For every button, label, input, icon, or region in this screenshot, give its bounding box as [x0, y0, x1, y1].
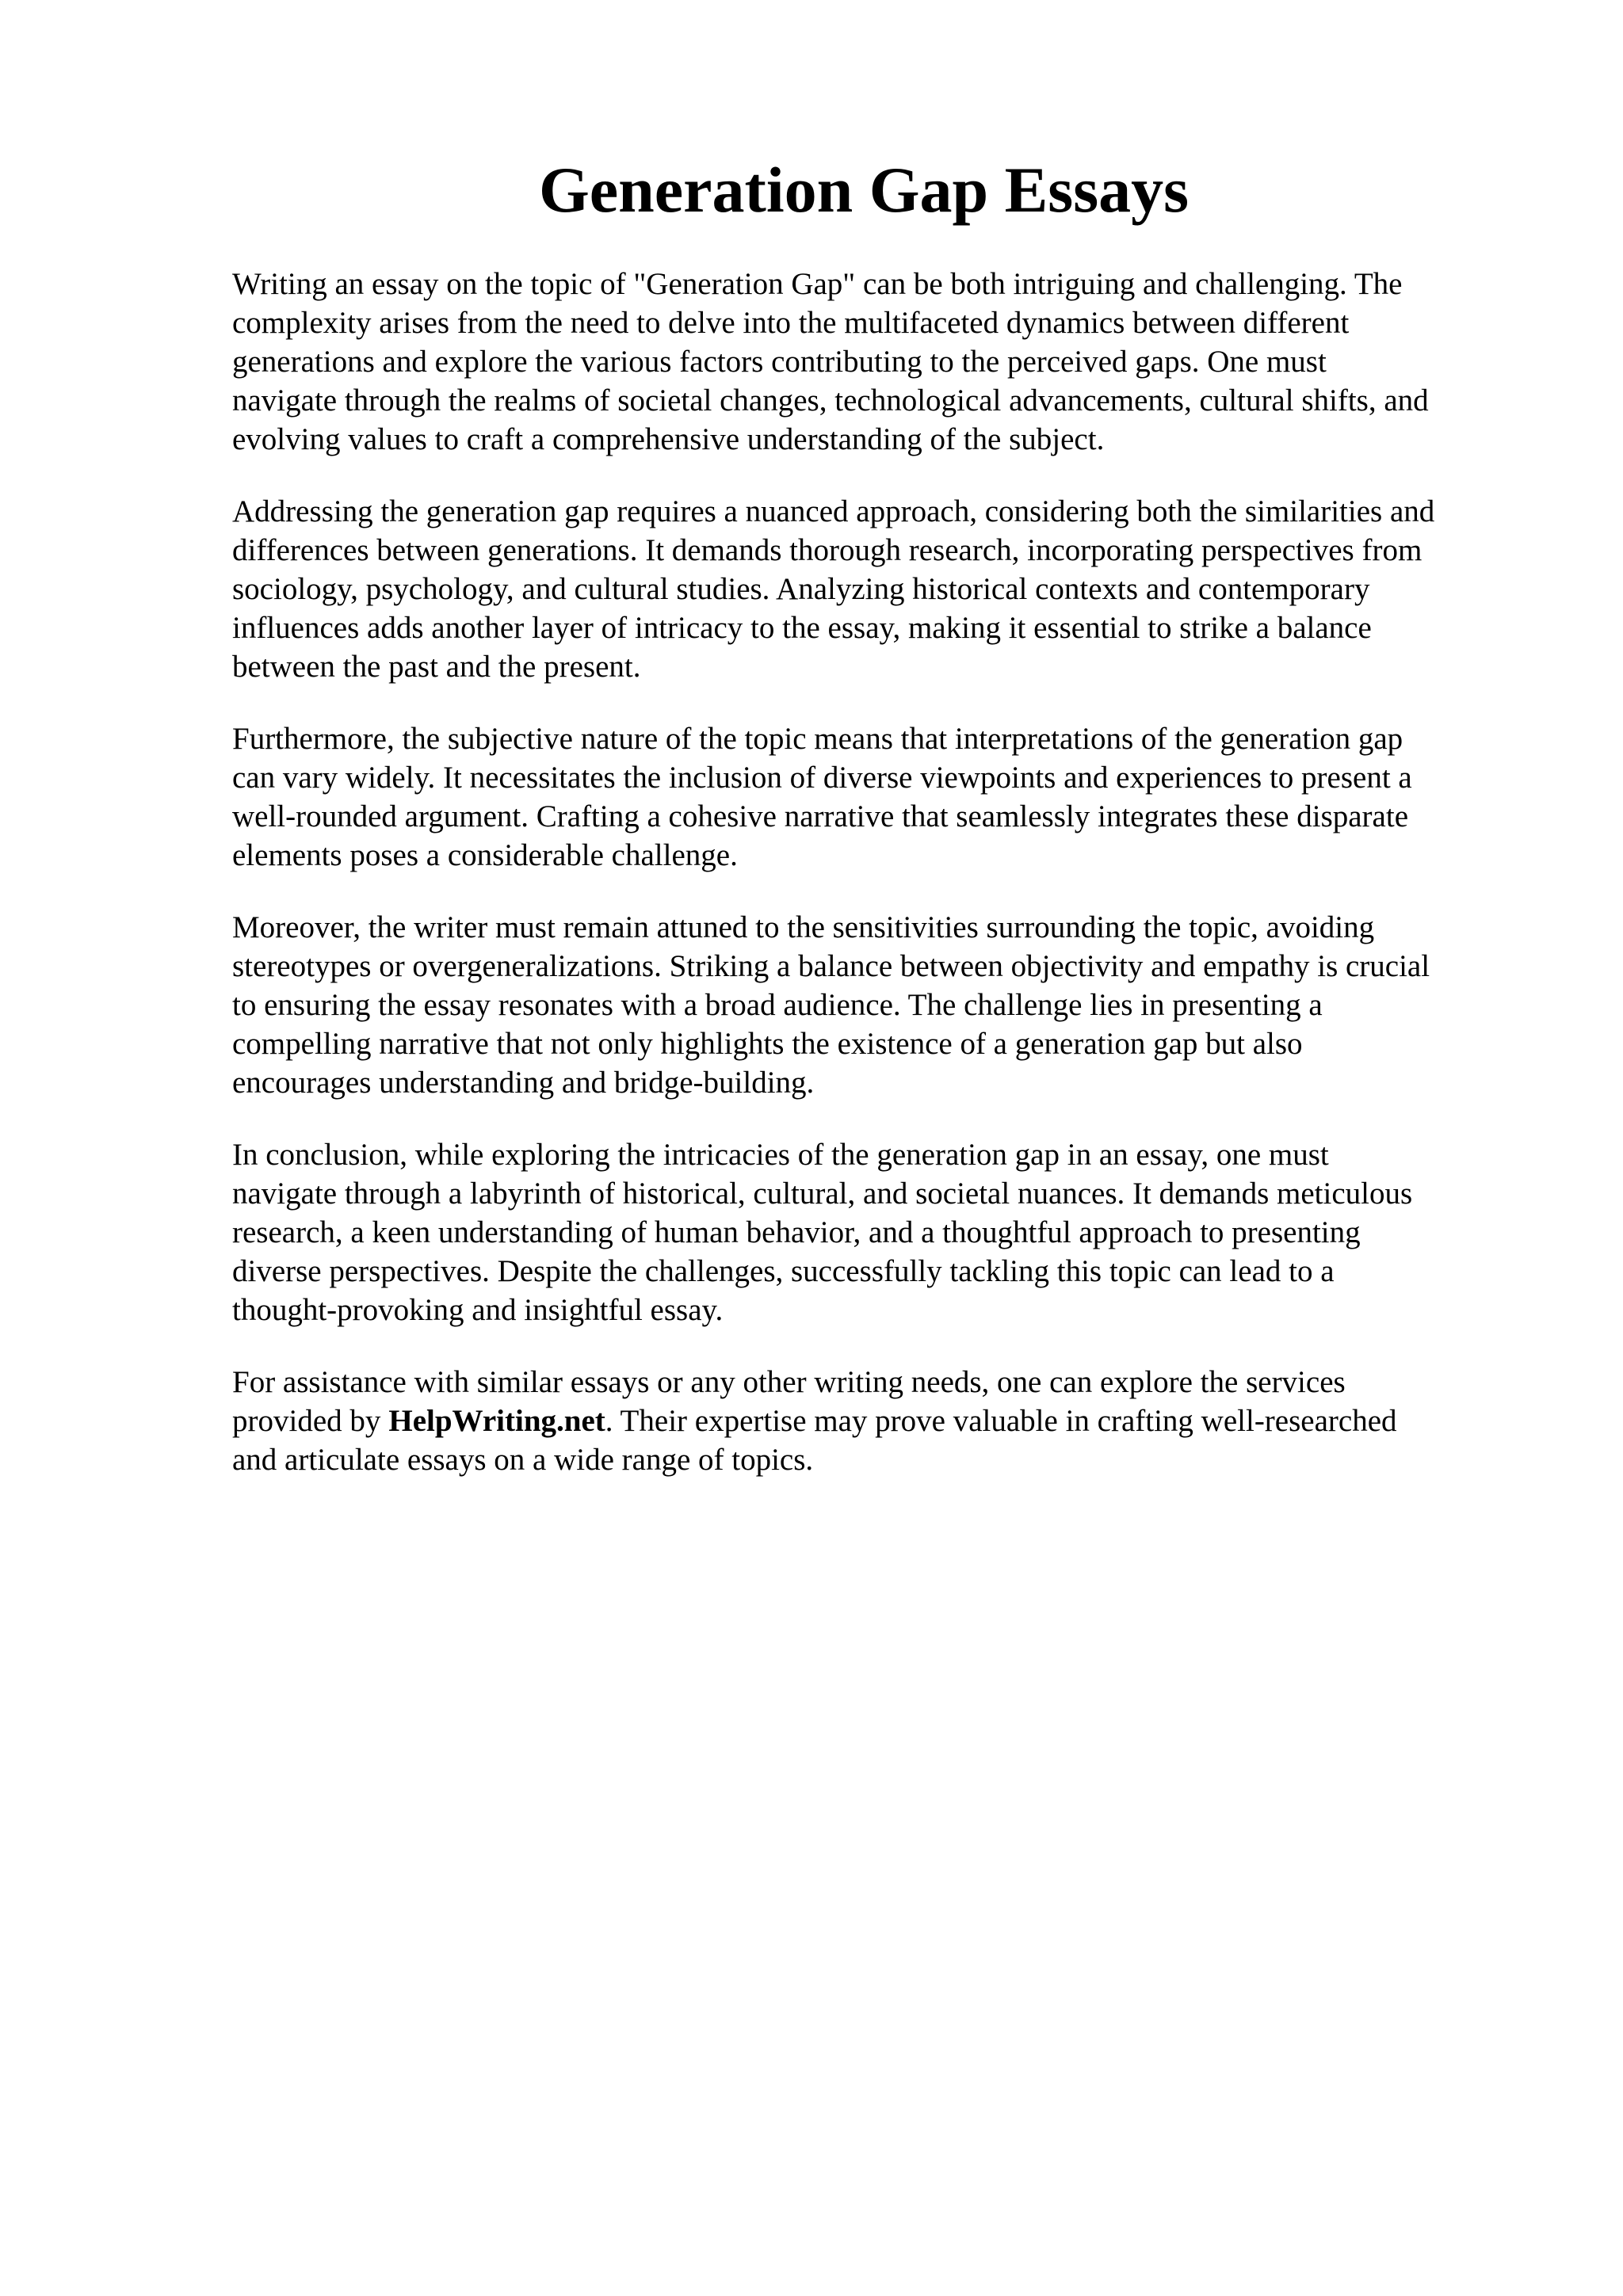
text-line: well-rounded argument. Crafting a cohesive narrative that seamlessly integrates these disparate	[232, 799, 1408, 833]
text-line: elements poses a considerable challenge.	[232, 838, 738, 872]
page-title: Generation Gap Essays	[538, 154, 1190, 226]
text-line: Writing an essay on the topic of "Generation Gap" can be both intriguing and challenging. The	[232, 267, 1403, 301]
text-line: thought-provoking and insightful essay.	[232, 1293, 724, 1327]
text-line: generations and explore the various factors contributing to the perceived gaps. One must	[232, 345, 1327, 379]
brand-link[interactable]: HelpWriting.net	[388, 1404, 605, 1438]
text-fragment: . Their expertise may prove valuable in crafting well-researched	[605, 1404, 1397, 1438]
text-line: For assistance with similar essays or any other writing needs, one can explore the services	[232, 1365, 1346, 1399]
text-fragment: provided by	[232, 1404, 381, 1438]
text-line: sociology, psychology, and cultural studies. Analyzing historical contexts and contemporary	[232, 572, 1370, 606]
closing-paragraph	[232, 1363, 1532, 1479]
text-line: encourages understanding and bridge-building.	[232, 1066, 815, 1100]
text-line: differences between generations. It demands thorough research, incorporating perspectives from	[232, 533, 1423, 567]
text-line: can vary widely. It necessitates the inclusion of diverse viewpoints and experiences to present a	[232, 761, 1412, 795]
text-line: complexity arises from the need to delve into the multifaceted dynamics between different	[232, 306, 1350, 340]
text-line: In conclusion, while exploring the intricacies of the generation gap in an essay, one must	[232, 1138, 1329, 1172]
text-line: to ensuring the essay resonates with a broad audience. The challenge lies in presenting a	[232, 988, 1323, 1022]
text-line: diverse perspectives. Despite the challenges, successfully tackling this topic can lead to a	[232, 1254, 1335, 1288]
text-line: Moreover, the writer must remain attuned to the sensitivities surrounding the topic, avoiding	[232, 910, 1375, 944]
text-line: research, a keen understanding of human behavior, and a thoughtful approach to presenting	[232, 1215, 1361, 1249]
text-line: influences adds another layer of intricacy to the essay, making it essential to strike a balance	[232, 611, 1372, 645]
text-line: stereotypes or overgeneralizations. Striking a balance between objectivity and empathy is crucial	[232, 949, 1430, 983]
text-line: compelling narrative that not only highlights the existence of a generation gap but also	[232, 1027, 1303, 1061]
paragraph-1	[232, 265, 1532, 459]
paragraph-5	[232, 1135, 1532, 1329]
paragraph-3	[232, 719, 1532, 875]
paragraph-4	[232, 908, 1532, 1102]
paragraph-2	[232, 492, 1532, 686]
text-line: between the past and the present.	[232, 650, 641, 684]
text-line: navigate through a labyrinth of historical, cultural, and societal nuances. It demands meticulous	[232, 1177, 1413, 1211]
text-line	[232, 1402, 1532, 1440]
text-line: Addressing the generation gap requires a nuanced approach, considering both the similarities and	[232, 494, 1435, 528]
essay-body	[232, 265, 1532, 1512]
text-line: Furthermore, the subjective nature of the topic means that interpretations of the generation gap	[232, 722, 1403, 756]
text-line: and articulate essays on a wide range of topics.	[232, 1443, 814, 1477]
text-line: navigate through the realms of societal changes, technological advancements, cultural shifts, and	[232, 383, 1429, 418]
text-line: evolving values to craft a comprehensive understanding of the subject.	[232, 422, 1105, 456]
